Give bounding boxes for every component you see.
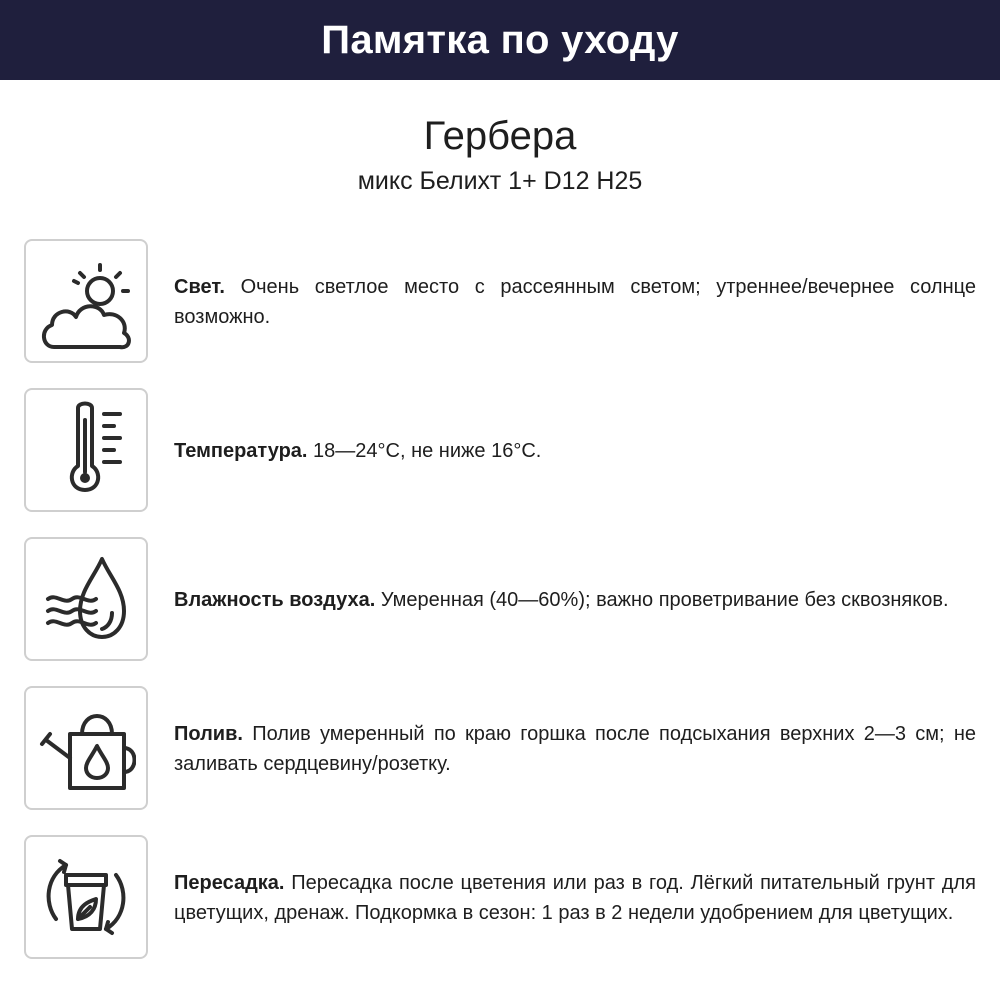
humidity-drop-icon [24, 537, 148, 661]
care-item-watering-description: Полив умеренный по краю горшка после подсыхания верхних 2—3 см; не заливать сердцевину/розетку. [174, 723, 976, 775]
thermometer-icon [24, 388, 148, 512]
care-item-temperature-title: Температура. [174, 440, 308, 462]
watering-can-icon [24, 686, 148, 810]
care-item-temperature-description: 18—24°C, не ниже 16°C. [307, 440, 542, 462]
care-item-repotting [24, 835, 976, 961]
care-item-watering [24, 686, 976, 812]
care-item-repotting-text [174, 868, 976, 928]
plant-title-block [0, 112, 1000, 198]
header-bar [0, 0, 1000, 80]
plant-variant: микс Белихт 1+ D12 H25 [357, 167, 643, 195]
care-item-light-description: Очень светлое место с рассеянным светом; утреннее/вечернее солнце возможно. [174, 276, 976, 328]
care-item-repotting-description: Пересадка после цветения или раз в год. Лёгкий питательный грунт для цветущих, дренаж. Подкормка в сезон: 1 раз в 2 недели удобрением для цветущих. [174, 872, 976, 924]
care-item-humidity-title: Влажность воздуха. [174, 589, 376, 611]
care-item-temperature-text [174, 436, 976, 466]
care-item-light-text [174, 272, 976, 332]
repot-icon [24, 835, 148, 959]
care-item-light [24, 239, 976, 365]
care-item-humidity-description: Умеренная (40—60%); важно проветривание без сквозняков. [375, 589, 949, 611]
care-item-watering-title: Полив. [174, 723, 243, 745]
care-item-humidity [24, 537, 976, 663]
care-item-watering-text [174, 719, 976, 779]
care-item-humidity-text [174, 585, 976, 615]
sun-cloud-icon [24, 239, 148, 363]
care-item-repotting-title: Пересадка. [174, 872, 285, 894]
care-item-temperature [24, 388, 976, 514]
care-item-light-title: Свет. [174, 276, 225, 298]
plant-name: Гербера [423, 114, 577, 158]
header-title: Памятка по уходу [321, 17, 679, 62]
